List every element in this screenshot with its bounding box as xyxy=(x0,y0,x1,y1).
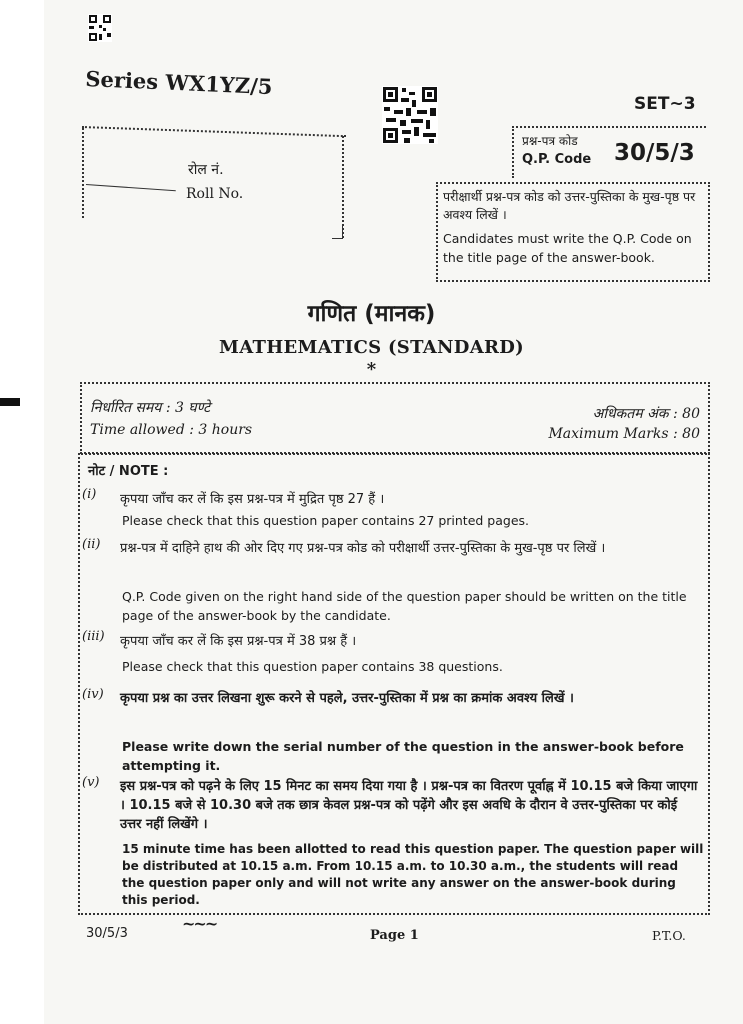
note-text-hindi: कृपया जाँच कर लें कि इस प्रश्न-पत्र में मुद्रित पृष्ठ 27 हैं । xyxy=(120,492,385,507)
set-label: SET~3 xyxy=(634,94,696,114)
small-qr-code-icon xyxy=(88,14,112,42)
note-number: (i) xyxy=(82,487,97,502)
subject-star: * xyxy=(366,359,377,380)
please-turn-over: P.T.O. xyxy=(652,928,686,943)
qp-code-box xyxy=(512,126,706,178)
candidate-note-hindi: परीक्षार्थी प्रश्न-पत्र कोड को उत्तर-पुस्तिका के मुख-पृष्ठ पर अवश्य लिखें । xyxy=(443,189,696,222)
qp-code-label-english: Q.P. Code xyxy=(522,152,592,167)
series-label: Series WX1YZ/5 xyxy=(84,66,273,100)
qp-code-label-hindi: प्रश्न-पत्र कोड xyxy=(522,134,578,148)
note-text-english: Please check that this question paper contains 38 questions. xyxy=(122,659,503,674)
qr-code-icon xyxy=(382,86,438,144)
note-text-english: Please check that this question paper contains 27 printed pages. xyxy=(122,513,529,528)
candidate-note-box xyxy=(436,182,710,282)
roll-label-english: Roll No. xyxy=(186,186,244,202)
note-text-english: Q.P. Code given on the right hand side of the question paper should be written on the title page of the answer-book by the candidate. xyxy=(122,589,687,623)
note-number: (iv) xyxy=(82,687,104,702)
note-text-hindi: प्रश्न-पत्र में दाहिने हाथ की ओर दिए गए प्रश्न-पत्र कोड को परीक्षार्थी उत्तर-पुस्तिका के मुख-पृष्ठ पर लिखें । xyxy=(120,541,606,556)
notes-box xyxy=(78,453,710,915)
page-number: Page 1 xyxy=(370,928,419,943)
footer-squiggle: ~~~ xyxy=(182,914,217,933)
footer-code: 30/5/3 xyxy=(86,926,128,941)
note-number: (ii) xyxy=(82,537,101,552)
note-number: (iii) xyxy=(82,629,105,644)
note-text-english: 15 minute time has been allotted to read this question paper. The question paper will be distributed at 10.15 a.m. From 10.15 a.m. to 10.30 a.m., the students will read the question paper only and will not write any answer on the answer-book during this period. xyxy=(122,842,704,907)
maximum-marks-english: Maximum Marks : 80 xyxy=(548,426,700,442)
time-allowed-hindi: निर्धारित समय : 3 घण्टे xyxy=(90,400,211,416)
maximum-marks-hindi: अधिकतम अंक : 80 xyxy=(592,406,700,422)
qp-code-value: 30/5/3 xyxy=(614,140,695,166)
note-text-hindi: इस प्रश्न-पत्र को पढ़ने के लिए 15 मिनट का समय दिया गया है । प्रश्न-पत्र का वितरण पूर्वाह्न में 10.15 बजे किया जाएगा । 10.15 बजे से 10.30 बजे तक छात्र केवल प्रश्न-पत्र को पढ़ेंगे और इस अवधि के दौरान वे उत्तर-पुस्तिका पर कोई उत्तर नहीं लिखेंगे । xyxy=(120,779,698,832)
subject-title-english: MATHEMATICS (STANDARD) xyxy=(219,337,524,358)
note-text-hindi: कृपया प्रश्न का उत्तर लिखना शुरू करने से पहले, उत्तर-पुस्तिका में प्रश्न का क्रमांक अवश्य लिखें । xyxy=(120,691,574,706)
candidate-note-english: Candidates must write the Q.P. Code on the title page of the answer-book. xyxy=(443,231,692,265)
subject-title-hindi: गणित (मानक) xyxy=(307,301,436,327)
roll-number-box xyxy=(82,122,344,246)
exam-info-box xyxy=(80,382,710,454)
note-text-hindi: कृपया जाँच कर लें कि इस प्रश्न-पत्र में 38 प्रश्न हैं । xyxy=(120,634,357,649)
note-text-english: Please write down the serial number of the question in the answer-book before attempting it. xyxy=(122,739,684,773)
notes-heading: नोट / NOTE : xyxy=(88,464,169,479)
time-allowed-english: Time allowed : 3 hours xyxy=(90,422,253,438)
roll-label-hindi: रोल नं. xyxy=(188,162,224,178)
note-number: (v) xyxy=(82,775,100,790)
binding-mark xyxy=(0,398,20,406)
